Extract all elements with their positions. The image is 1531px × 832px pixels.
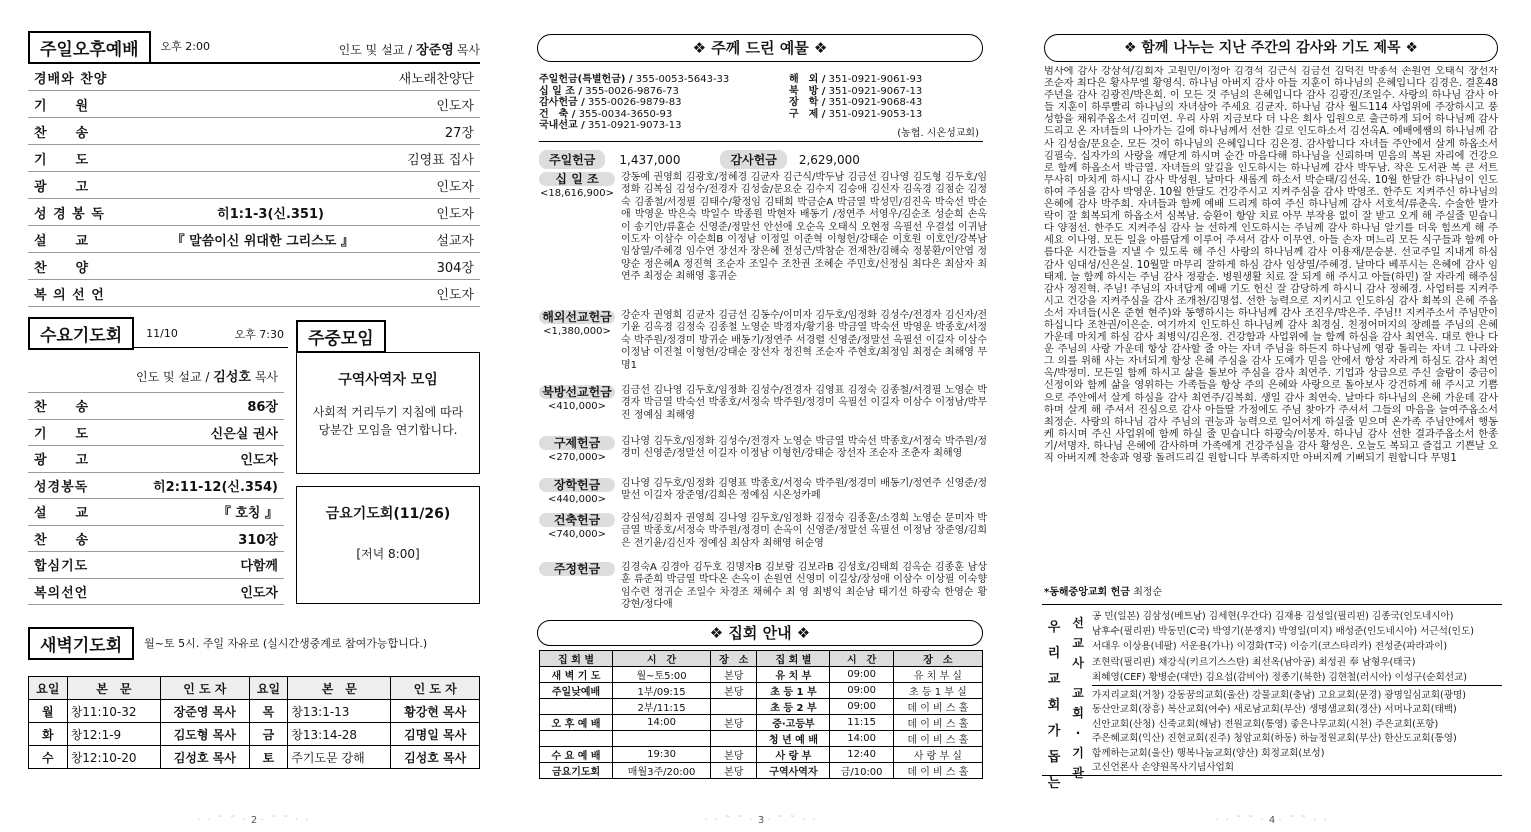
gathering-title: ❖ 집회 안내 ❖	[537, 620, 983, 646]
church-line: 주은혜교회(익산) 진현교회(진주) 청암교회(하동) 하늘정원교회(부산) 한산도교회(통영)	[1092, 733, 1457, 745]
order-value: 27장	[444, 125, 474, 141]
offering-group	[535, 436, 987, 476]
gathering-cell: 사 랑 부	[757, 747, 830, 763]
offering-group-title: 주정헌금	[539, 562, 615, 576]
offering-group-label	[539, 562, 615, 578]
gathering-cell: 금/10:00	[830, 763, 893, 779]
donation-line	[1044, 583, 1162, 598]
account-label: 감사헌금 /	[539, 97, 585, 108]
gathering-header-cell: 장 소	[893, 651, 982, 667]
sunday-leader-title: 목사	[456, 43, 480, 57]
order-item: 찬 송	[34, 532, 90, 548]
wednesday-order-row	[28, 446, 284, 473]
order-item: 합심기도	[34, 559, 89, 575]
dawn-header-cell: 본 문	[288, 677, 391, 700]
sunday-offering-label: 주일헌금	[539, 150, 605, 169]
dawn-cell: 수	[29, 746, 68, 769]
sunday-leader-label: 인도 및 설교 /	[338, 43, 413, 57]
gathering-header-cell: 시 간	[830, 651, 893, 667]
page-number-2	[28, 815, 480, 826]
dawn-header-cell: 본 문	[67, 677, 160, 700]
account-number: 351-0921-9073-13	[587, 120, 682, 131]
order-value: 310장	[238, 532, 278, 548]
dawn-note: 월~토 5시. 주일 자유로 (실시간생중계로 참여가능합니다.)	[144, 637, 428, 650]
account-line	[789, 86, 922, 98]
gathering-table-row	[540, 715, 983, 731]
gathering-header-cell: 집 회 별	[540, 651, 613, 667]
dawn-cell: 창13:1-13	[288, 700, 391, 723]
gathering-cell	[711, 699, 757, 715]
midweek-title: 주중모임	[296, 320, 386, 353]
offering-group-names: 강동예 권영희 김광호/정혜경 김균자 김근식/박두남 김금선 김나영 김도형 김두호/임정화 김복심 김성수/전경자 김성술/문요순 김수지 김승애 김신자 김옥경 김점순 김정숙 김종철/서정필 김태수/황정임 김태희 박금순A 박금열 박성민/김진옥 박숙선 박순애 박영운 박은숙 박일수 박종원 박현자 배동기 /정연주 서영우/김순조 성순희 손옥이 송기안/류휸순 신영준/정말선 안선애 오순옥 오태식 오현정 옥필선 우결섭 이귀남 이도자 이삼수 이순희B 이정남 이정일 이준혁 이형헌/강태순 이호원 이호인/강복남 임상열/주혜경 임수연 장선자 장은혜 전성근/박참순 전재찬/김해숙 정봉환/이안엽 정양순 정은혜A 정진혁 조순자 조일수 조찬권 조혜순 주민호/신정심 최다은 최삼자 최연주 최정순 최해영 홍귀순	[621, 172, 987, 283]
order-item: 설 교	[34, 233, 90, 249]
cell-meeting-title: 구역사역자 모임	[338, 372, 438, 388]
wave-ornament: · ˜ ˜ · ·	[1278, 815, 1329, 826]
offering-group-amount: <440,000>	[547, 494, 607, 506]
dawn-cell: 창13:14-28	[288, 723, 391, 746]
wednesday-order-row	[28, 552, 284, 579]
cell-meeting-box	[296, 352, 480, 474]
gathering-cell: 유 치 부	[757, 667, 830, 683]
gathering-cell: 12:40	[830, 747, 893, 763]
church-line: 고신언론사 손양원목사기념사업회	[1092, 762, 1235, 774]
account-line	[539, 74, 729, 86]
order-item: 찬 양	[34, 260, 90, 276]
sunday-offering-line	[539, 150, 983, 169]
wave-ornament: · ˜ ˜ · ·	[260, 815, 311, 826]
wednesday-title: 수요기도회	[28, 317, 134, 350]
gathering-cell: 데 이 비 스 홀	[893, 699, 982, 715]
dawn-cell: 김도형 목사	[160, 723, 249, 746]
account-number: 355-0053-5643-33	[635, 74, 730, 85]
offering-group-title: 건축헌금	[539, 513, 615, 527]
order-value: 인도자	[436, 179, 474, 195]
gathering-table-row	[540, 683, 983, 699]
gathering-cell: 새 벽 기 도	[540, 667, 613, 683]
order-value: 인도자	[240, 585, 278, 601]
wednesday-order-row	[28, 473, 284, 500]
account-label: 장 학 /	[789, 97, 826, 108]
dawn-cell: 창12:1-9	[67, 723, 160, 746]
offering-group-label	[539, 385, 615, 414]
gathering-table-row	[540, 667, 983, 683]
account-line	[539, 97, 729, 109]
sunday-title: 주일오후예배	[28, 31, 151, 64]
dawn-cell: 토	[249, 746, 288, 769]
offering-group-title: 장학헌금	[539, 478, 615, 492]
gathering-table-row	[540, 763, 983, 779]
dawn-cell: 목	[249, 700, 288, 723]
wednesday-leader-label: 인도 및 설교 /	[136, 370, 210, 384]
friday-prayer-title: 금요기도회(11/26)	[325, 506, 451, 522]
account-number: 351-0921-9061-93	[828, 74, 923, 85]
gathering-cell: 본당	[711, 747, 757, 763]
sunday-order-row	[28, 91, 480, 118]
offering-group-label	[539, 513, 615, 542]
account-label: 국내선교 /	[539, 120, 585, 131]
order-item: 찬 송	[34, 125, 90, 141]
sunday-order-row	[28, 64, 480, 91]
account-number: 351-0921-9067-13	[828, 85, 923, 97]
order-item: 광 고	[34, 453, 90, 469]
gathering-header-cell: 집 회 별	[757, 651, 830, 667]
order-item: 성 경 봉 독	[34, 206, 105, 222]
gathering-cell: 주일낮예배	[540, 683, 613, 699]
gathering-cell: 오 후 예 배	[540, 715, 613, 731]
offering-group-title: 해외선교헌금	[539, 310, 615, 324]
account-number: 355-0026-9879-83	[587, 97, 682, 108]
church-line: 신안교회(산청) 신죽교회(해남) 전원교회(통영) 좋은나무교회(시천) 주은교회(포항)	[1092, 718, 1439, 730]
page-number-3	[535, 815, 987, 826]
thanks-offering-label: 감사헌금	[720, 150, 786, 169]
dawn-cell: 금	[249, 723, 288, 746]
order-item: 성경봉독	[34, 479, 89, 495]
gathering-table-row	[540, 747, 983, 763]
account-number: 351-0921-9053-13	[828, 108, 923, 120]
offering-group-amount: <270,000>	[547, 452, 607, 464]
gathering-cell: 09:00	[830, 667, 893, 683]
gathering-cell: 청 년 예 배	[757, 731, 830, 747]
account-line	[539, 109, 729, 121]
church-line: 동산안교회(장흥) 복산교회(여수) 새로남교회(부산) 생명샘교회(경산) 서머나교회(태백)	[1092, 704, 1457, 716]
dawn-header-cell: 인 도 자	[160, 677, 249, 700]
account-line	[539, 86, 729, 98]
page-number-4	[1042, 815, 1502, 826]
wednesday-leader-title: 목사	[254, 370, 278, 384]
order-value: 『 호칭 』	[217, 506, 278, 522]
missionaries-label: 선교사	[1072, 616, 1084, 670]
offering-group-names: 김나영 김두호/임정화 김영표 박종호/서정숙 박주원/정경미 배동기/정연주 신영준/정말선 이길자 장준영/김희은 정예심 시온성카페	[621, 478, 987, 502]
account-number: 355-0034-3650-93	[578, 108, 673, 120]
missionary-line: 조현락(필리핀) 채강식(키르기스스탄) 최선옥(남아공) 최성권 奉 남형우(태국)	[1092, 656, 1416, 668]
dawn-header	[28, 628, 480, 658]
order-detail: 히1:1-3(신.351)	[217, 206, 324, 222]
dawn-cell: 장준영 목사	[160, 700, 249, 723]
offering-group-amount: <740,000>	[547, 529, 607, 541]
dawn-header-cell: 요일	[29, 677, 68, 700]
bank-note: (농협. 시온성교회)	[897, 128, 979, 139]
gathering-cell: 유 치 부 실	[893, 667, 982, 683]
sunday-leader: 장준영	[416, 43, 454, 58]
sunday-offering-amount: 1,437,000	[619, 152, 681, 167]
order-item: 기 도	[34, 152, 90, 168]
offering-title: ❖ 주께 드린 예물 ❖	[537, 34, 983, 62]
cell-meeting-text: 사회적 거리두기 지침에 따라 당분간 모임을 연기합니다.	[312, 405, 464, 437]
gathering-header-cell: 장 소	[711, 651, 757, 667]
wave-ornament: · · ˜ ˜ ·	[1215, 815, 1266, 826]
account-label: 해 외 /	[789, 74, 826, 85]
gathering-cell: 14:00	[613, 715, 711, 731]
dawn-cell: 주기도문 강해	[288, 746, 391, 769]
gathering-cell	[540, 731, 613, 747]
offering-group	[535, 385, 987, 433]
offering-group	[535, 310, 987, 382]
page-2	[28, 0, 480, 832]
dawn-header-cell: 인 도 자	[391, 677, 480, 700]
account-line	[789, 97, 922, 109]
wednesday-order-row	[28, 393, 284, 420]
gathering-cell: 초 등 1 부 실	[893, 683, 982, 699]
wednesday-order-row	[28, 579, 284, 606]
missions-vertical-label: 우리교회가돕는	[1047, 620, 1061, 791]
order-value: 새노래찬양단	[398, 71, 474, 87]
gathering-cell: 본당	[711, 667, 757, 683]
wednesday-leader-line	[28, 366, 278, 385]
account-line	[789, 109, 922, 121]
sunday-header	[28, 34, 480, 64]
account-number: 351-0921-9068-43	[828, 97, 923, 108]
offering-group-names: 강심석/김희자 권영희 김나영 김두호/임정화 김정숙 김종훈/소경희 노영순 문미자 박금열 박종호/서정숙 박주원/정경미 손옥이 신영준/정말선 옥필선 이정남 장준영/김희은 전기윤/김신자 정예심 최삼자 최해영 허순영	[621, 513, 987, 549]
offering-group-title: 북방선교헌금	[539, 385, 615, 399]
offering-group-title: 십 일 조	[539, 172, 615, 186]
account-line	[789, 74, 922, 86]
wednesday-time: 오후 7:30	[234, 327, 284, 341]
gathering-table-row	[540, 699, 983, 715]
friday-prayer-box	[296, 486, 480, 604]
prayer-title: ❖ 함께 나누는 지난 주간의 감사와 기도 제목 ❖	[1044, 34, 1498, 62]
gathering-header-cell: 시 간	[613, 651, 711, 667]
offering-group-amount: <18,616,900>	[539, 188, 614, 200]
order-item: 찬 송	[34, 400, 90, 416]
missions-box	[1042, 604, 1502, 791]
gathering-cell: 매월3주/20:00	[613, 763, 711, 779]
gathering-cell: 사 랑 부 실	[893, 747, 982, 763]
gathering-cell: 초 등 2 부	[757, 699, 830, 715]
sunday-time: 오후 2:00	[160, 40, 210, 53]
gathering-cell: 1부/09:15	[613, 683, 711, 699]
accounts-right	[789, 74, 922, 120]
gathering-cell: 데 이 비 스 홀	[893, 715, 982, 731]
account-line	[539, 120, 729, 132]
order-value: 신은실 권사	[210, 426, 278, 442]
offering-group-names: 김나영 김두호/임정화 김성수/전경자 노영순 박금열 박숙선 박종호/서정숙 박주원/정경미 신영준/정말선 이길자 이정남 이형헌/강태순 장선자 조순자 조춘자 최해영	[621, 436, 987, 460]
wednesday-order-row	[28, 526, 284, 553]
dawn-cell: 화	[29, 723, 68, 746]
offering-group-label	[539, 310, 615, 339]
gathering-cell: 금요기도회	[540, 763, 613, 779]
account-label: 건 축 /	[539, 108, 576, 120]
wednesday-header	[28, 320, 288, 348]
account-number: 355-0026-9876-73	[585, 85, 679, 97]
order-value: 다함께	[240, 559, 278, 575]
order-value: 설교자	[436, 233, 474, 249]
wednesday-date: 11/10	[146, 327, 178, 340]
sunday-order-row	[28, 280, 480, 307]
gathering-cell: 수 요 예 배	[540, 747, 613, 763]
dawn-table-header	[29, 677, 480, 700]
offering-group	[535, 562, 987, 614]
offering-group-names: 김경숙A 김경아 김두호 김명자B 김보람 김보라B 김성호/김태희 김옥순 김종훈 남상훈 류준희 박금열 박다온 손옥이 손원연 신영미 이길상/장성애 이삼수 이상필 이숙향 임수련 정귀순 조일수 차경조 채혜수 최 영 최병익 최순남 태기선 하광숙 한영순 황강현/정다애	[621, 562, 987, 611]
offering-group-names: 김금선 김나영 김두호/임정화 김성수/전경자 김영표 김정숙 김종철/서경필 노영순 박경자 박금열 박숙선 박종호/서정숙 박주원/정경미 옥필선 이길자 이삼수 이정남/박무진 정예심 최해영	[621, 385, 987, 421]
missionary-line: 최혜영(CEF) 황병순(대만) 김요섭(감비아) 정종기(북한) 김현철(러시아) 이성구(순회선교)	[1092, 671, 1468, 683]
wave-ornament: · · ˜ ˜ ·	[197, 815, 248, 826]
sunday-order-row	[28, 253, 480, 280]
wednesday-order-row	[28, 420, 284, 447]
sunday-order-row	[28, 199, 480, 226]
dawn-cell: 월	[29, 700, 68, 723]
gathering-table-header	[540, 651, 983, 667]
wednesday-order-row	[28, 499, 284, 526]
dawn-cell: 김명일 목사	[391, 723, 480, 746]
gathering-cell: 본당	[711, 763, 757, 779]
offering-group-label	[539, 172, 615, 201]
missionary-line: 남후수(필리핀) 박동민(C국) 박영기(분쟁지) 박영일(미지) 배성준(인도네시아) 서근석(인도)	[1092, 626, 1474, 638]
donation-label: *동해중앙교회 헌금	[1044, 587, 1130, 598]
dawn-table	[28, 676, 480, 769]
dawn-cell: 창11:10-32	[67, 700, 160, 723]
dawn-cell: 김성호 목사	[391, 746, 480, 769]
church-list	[1092, 689, 1502, 775]
gathering-cell: 09:00	[830, 699, 893, 715]
offering-group-amount: <1,380,000>	[543, 326, 611, 338]
friday-prayer-text: [저녁 8:00]	[356, 547, 420, 561]
page-4	[1042, 0, 1502, 832]
order-item: 설 교	[34, 506, 90, 522]
page-number-text: 3	[757, 815, 765, 826]
wave-ornament: · ˜ ˜ · ·	[767, 815, 818, 826]
gathering-table	[539, 650, 983, 779]
gathering-cell: 2부/11:15	[613, 699, 711, 715]
gathering-cell: 본당	[711, 715, 757, 731]
dawn-cell: 황강현 목사	[391, 700, 480, 723]
dawn-header-cell: 요일	[249, 677, 288, 700]
order-item: 기 원	[34, 98, 90, 114]
offering-group	[535, 478, 987, 511]
order-value: 304장	[436, 260, 474, 276]
sunday-order	[28, 64, 480, 307]
offering-group-amount: <410,000>	[547, 401, 607, 413]
account-label: 구 제 /	[789, 108, 826, 120]
gathering-cell	[613, 731, 711, 747]
account-label: 주일헌금(특별헌금) /	[539, 74, 633, 85]
missionary-line: 서대우 이상용(네팔) 서운용(가나) 이경화(T국) 이승기(코스타리카) 전성준(파라과이)	[1092, 641, 1448, 653]
order-value: 인도자	[240, 453, 278, 469]
gathering-cell: 본당	[711, 683, 757, 699]
wednesday-leader: 김성호	[213, 370, 251, 385]
churches-label: 교회·기관	[1072, 686, 1084, 780]
order-item: 복의선언	[34, 585, 89, 601]
order-detail: 『 말씀이신 위대한 그리스도 』	[171, 233, 354, 249]
gathering-cell: 14:00	[830, 731, 893, 747]
order-value: 히2:11-12(신.354)	[153, 479, 278, 495]
missionary-list	[1092, 609, 1502, 686]
gathering-cell: 월~토5:00	[613, 667, 711, 683]
sunday-order-row	[28, 226, 480, 253]
gathering-cell: 11:15	[830, 715, 893, 731]
gathering-cell: 데 이 비 스 홀	[893, 731, 982, 747]
offering-group-names: 강순자 권영희 김균자 김금선 김동수/이미자 김두호/임정화 김성수/전경자 김신자/전기윤 김옥경 김정숙 김종철 노영순 박경자/황기용 박금열 박숙선 박영운 박종호/서정숙 박주원/정경미 방귀순 배동기/정연주 서경렬 신영준/정말선 옥필선 이길자 이삼수 이정남 이진철 이형헌/강태순 장선자 정진혁 조순자 주현호/최정임 최정순 최해영 무명1	[621, 310, 987, 371]
offering-group-title: 구제헌금	[539, 436, 615, 450]
gathering-cell: 초 등 1 부	[757, 683, 830, 699]
page-number-text: 4	[1268, 815, 1276, 826]
gathering-cell	[711, 731, 757, 747]
page-3	[535, 0, 987, 832]
page-number-text: 2	[250, 815, 258, 826]
order-value: 인도자	[436, 287, 474, 303]
order-item: 경배와 찬양	[34, 71, 108, 87]
order-item: 복 의 선 언	[34, 287, 105, 303]
account-box	[539, 72, 983, 142]
gathering-table-row	[540, 731, 983, 747]
church-line: 가지리교회(거창) 강동꿈의교회(울산) 강물교회(충남) 고요교회(문경) 광명일심교회(광명)	[1092, 690, 1466, 701]
thanks-offering-amount: 2,629,000	[798, 152, 860, 167]
sunday-order-row	[28, 118, 480, 145]
account-label: 북 방 /	[789, 85, 826, 97]
dawn-table-row	[29, 723, 480, 746]
order-value: 인도자	[436, 98, 474, 114]
prayer-text: 범사에 감사 강삼석/김희자 고원민/이정아 김경석 김근식 김금선 김덕진 박종석 손원연 오태식 장선자 조순자 최다은 황사무엘 황영식. 하나님 아버지 감사 아들 지훈이 하나님의 은혜입니다 김경은. 결혼48주년을 감사 김광진/박은희. 이 모든 것 주님의 은혜입니다 감사 김광진/조일수. 사랑의 하나님 감사 아들 지훈이 하루빨리 하나님의 자녀삼아 주세요 김균자. 하나님 감사 월드114 사업위에 주장하시고 풍성함을 채워주옵소서 김미연. 우리 사위 지금보다 더 나은 회사 입원으로 출근하게 되어 하나님께 감사드리고 온 자녀들의 나아가는 길에 하나님께서 선한 길로 인도하소서 김선옥A. 예배에쌤의 하나님께 감사 김성술/문요순. 모든 것이 하나님의 은혜입니다 김은경. 감사합니다 자녀들 주안에서 살게 하옵소서 김필숙. 십자가의 사랑을 깨닫게 하시며 순간 마음다해 하나님을 신뢰하며 믿음의 복된 자리에 건강으로 함께 하옵소서 박금열. 자녀들의 앞길을 인도하시는 하나님께 감사 박두남. 작은 도서관 복 큰 서트 무사히 마치게 하시니 감사 박성원. 날마다 새롭게 하소서 박순태/김선옥. 10월 한달간 하나님이 인도하여 주심을 감사 박영운. 10월 한달도 건강주시고 지켜주심을 감사 박영조. 한주도 지켜주신 하나님의 은혜에 감사 박주희. 자녀들과 함께 예배 드리게 하여 주신 하나님께 감사 서호석/류춘옥. 수술한 발가락이 잘 회복되게 하옵소서 심복남. 승환이 항암 치료 아무 부작용 없이 잘 받고 오게 해 주실줄 믿습니다 양점선. 한주도 지켜주심 감사 늘 선하게 인도하시는 주님께 감사 하나님 알기를 더욱 힘쓰게 해 주세요 이나영. 모든 일을 아름답게 이루어 주셔서 감사 이무연. 아들 손자 며느리 모든 식구들과 함께 아름다운 시간들을 지낼 수 있도록 해 주신 사랑의 하나님께 감사 이용재/문승분. 선교주일 지내게 하심 감사 임대성/신은실. 10월말 마무리 잘하게 하심 감사 임상열/주혜경. 날마다 베푸시는 은혜에 감사 임태제. 늘 함께 하시는 주님 감사 정광순. 병원생활 치료 잘 되게 해 주시고 아들(하민) 잘 자라게 해주심 감사 정진혁. 주님! 주님의 자녀답게 예배 기도 헌신 잘 감당하게 하시니 감사 정혜경. 사업터를 지켜주시고 건강을 지켜주심을 감사 조개천/김명섭. 선한 능력으로 지키시고 인도하심 감사 회복의 은혜 주옵소서 자녀들(시온 준현 현주)와 동행하시는 하나님께 감사 조진우/박은주. 주님!! 지켜주소서 주님만이 하십니다 조찬권/이은순. 여기까지 인도하신 하나님께 감사 최경심. 친정어머지의 장례를 주님의 은혜가운데 마치게 하심 감사 최병익/김은정. 건강함과 사업위에 늘 함께 하심을 감사 최연옥. 대로 한나 다운 주님의 사랑 가운데 항상 감사할 줄 아는 자녀 주님을 하든지 하나님께 영광 돌리는 자녀 그 나라와 그 의를 위해 사는 자녀되게 항상 은혜 주심을 감사 도예가 믿음 안에서 항상 자라게 하심도 감사 최연옥/박정미. 모든일 함께 하시고 삶을 돌보아 주심을 감사 최연주. 기업과 상급으로 주신 술람이 중금이 신정이와 함께 삶을 영위하는 가족들을 항상 주의 은혜와 사랑으로 돌아보사 강건하게 해 주시고 기쁨으로 주안에서 살게 하심을 감사 최연주/김복희. 생일 감사 최연숙. 날마다 하나님의 은혜 가운데 감사하며 살게 해 주셔서 진심으로 감사 아들딸 가정에도 주님 찾아가 주셔서 그들의 마음을 늘여주옵소서 최정순. 사랑의 하나님 감사 주님의 권능과 능력으로 일어서게 하실줄 믿으며 온가족 주님안에서 행동케 하시며 주신 사업위에 함께 하실 줄 믿습니다 하광숙/이봉자. 하나님 감사 선한 결과주옵소서 한종기/서명자. 하나님 은혜에 감사하며 가족에게 건강주심을 감사 황성은. 오늘도 복되고 즐겁고 기쁜날 오직 아버지께 찬송과 영광 돌려드리길 원합니다 부족하지만 아버지께 기뻐되기 원합니다 무명1	[1044, 66, 1498, 464]
gathering-cell: 09:00	[830, 683, 893, 699]
dawn-title: 새벽기도회	[28, 627, 134, 660]
offering-group	[535, 513, 987, 559]
gathering-cell: 구역사역자	[757, 763, 830, 779]
order-item: 기 도	[34, 426, 90, 442]
dawn-table-row	[29, 700, 480, 723]
gathering-cell	[540, 699, 613, 715]
gathering-cell: 19:30	[613, 747, 711, 763]
dawn-cell: 창12:10-20	[67, 746, 160, 769]
dawn-cell: 김성호 목사	[160, 746, 249, 769]
midweek-header	[296, 320, 386, 353]
offering-group	[535, 172, 987, 308]
account-label: 십 일 조 /	[539, 85, 583, 97]
order-value: 인도자	[436, 206, 474, 222]
order-value: 김영표 집사	[407, 152, 474, 168]
offering-group-label	[539, 478, 615, 507]
church-line: 함께하는교회(울산) 행복나눔교회(양산) 회정교회(보성)	[1092, 747, 1325, 759]
gathering-cell: 데 이 비 스 홀	[893, 763, 982, 779]
order-item: 광 고	[34, 179, 90, 195]
dawn-table-row	[29, 746, 480, 769]
gathering-cell: 중·고등부	[757, 715, 830, 731]
offering-group-label	[539, 436, 615, 465]
donation-name: 최정순	[1133, 587, 1163, 598]
accounts-left	[539, 74, 729, 132]
sunday-order-row	[28, 172, 480, 199]
order-value: 86장	[247, 400, 278, 416]
wave-ornament: · · ˜ ˜ ·	[704, 815, 755, 826]
wednesday-order	[28, 392, 284, 605]
missionary-line: 공 민(일본) 김삼성(베트남) 김세현(우간다) 김재용 김성일(필리핀) 김종국(인도네시아)	[1092, 611, 1454, 622]
sunday-order-row	[28, 145, 480, 172]
